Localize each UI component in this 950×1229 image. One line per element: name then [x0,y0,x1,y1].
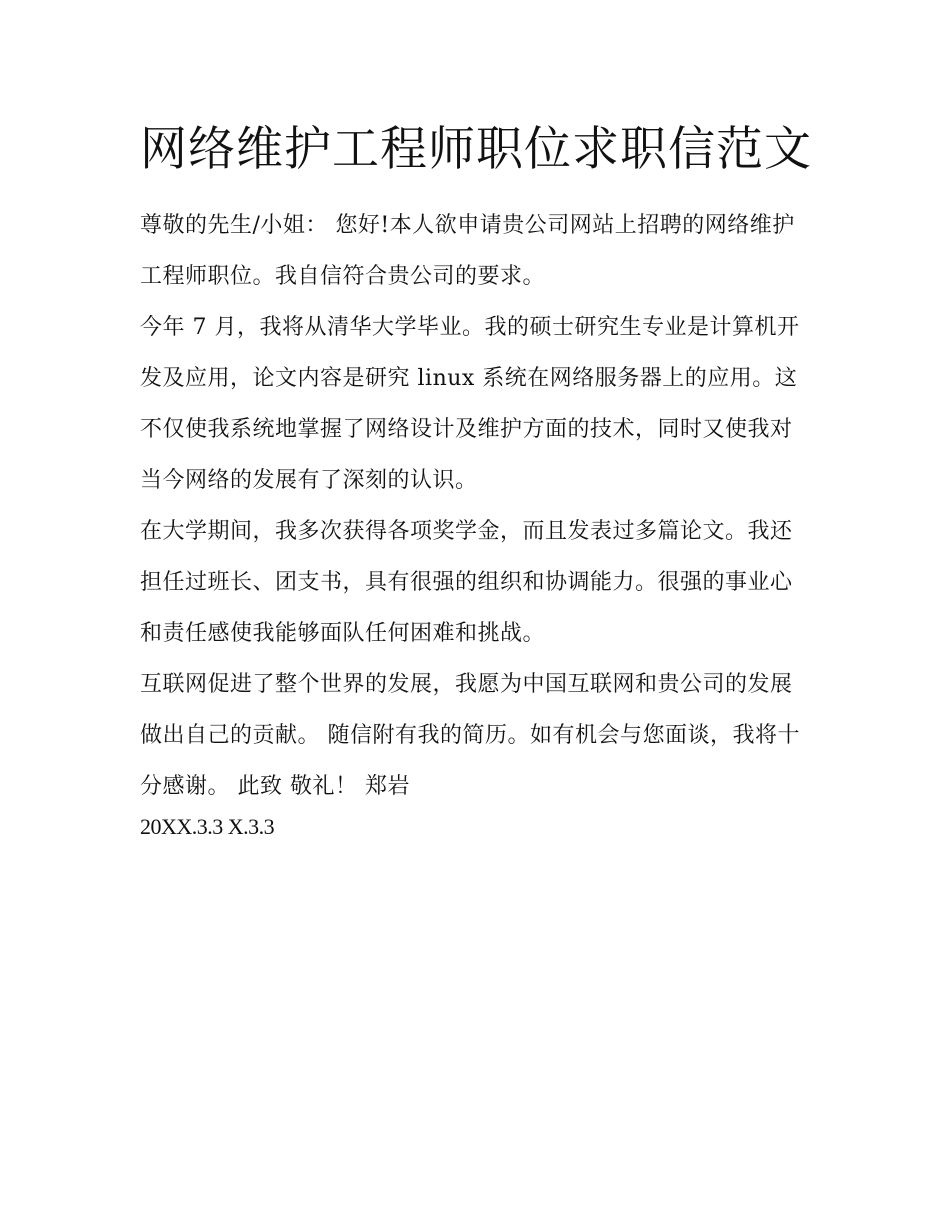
paragraph-closing: 互联网促进了整个世界的发展，我愿为中国互联网和贵公司的发展做出自己的贡献。 随信附有我的简历。如有机会与您面谈，我将十分感谢。 此致 敬礼！ 郑岩 [140,672,800,799]
document-date: 20XX.3.3 X.3.3 [140,814,275,839]
paragraph-experience: 在大学期间，我多次获得各项奖学金，而且发表过多篇论文。我还担任过班长、团支书，具有很强的组织和协调能力。很强的事业心和责任感使我能够面队任何困难和挑战。 [140,519,793,646]
document-title: 网络维护工程师职位求职信范文 [140,122,812,177]
paragraph-greeting: 尊敬的先生/小姐： 您好!本人欲申请贵公司网站上招聘的网络维护工程师职位。我自信符合贵公司的要求。 [140,213,795,289]
paragraph-education: 今年 7 月，我将从清华大学毕业。我的硕士研究生专业是计算机开发及应用，论文内容是研究 linux 系统在网络服务器上的应用。这不仅使我系统地掌握了网络设计及维护方面的技术，同时又使我对当今网络的发展有了深刻的认识。 [140,315,800,493]
document-page [140,112,812,842]
document-body [140,200,812,842]
